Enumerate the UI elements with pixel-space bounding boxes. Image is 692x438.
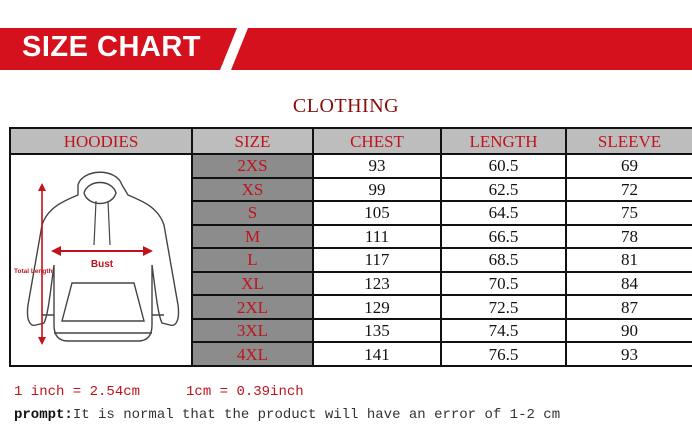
length-cell: 76.5 bbox=[441, 342, 566, 366]
size-cell: XS bbox=[192, 178, 313, 202]
length-cell: 72.5 bbox=[441, 295, 566, 319]
sleeve-cell: 84 bbox=[566, 272, 692, 296]
size-cell: 4XL bbox=[192, 342, 313, 366]
hoodie-illustration-cell bbox=[10, 154, 192, 366]
header-length: LENGTH bbox=[441, 128, 566, 154]
sleeve-cell: 72 bbox=[566, 178, 692, 202]
chest-cell: 123 bbox=[313, 272, 441, 296]
header-chest: CHEST bbox=[313, 128, 441, 154]
size-cell: 2XL bbox=[192, 295, 313, 319]
sleeve-cell: 81 bbox=[566, 248, 692, 272]
sleeve-cell: 69 bbox=[566, 154, 692, 178]
prompt-label: prompt: bbox=[14, 407, 73, 423]
hoodie-drawstring bbox=[94, 201, 110, 245]
conversion-notes bbox=[14, 384, 350, 400]
sleeve-cell: 93 bbox=[566, 342, 692, 366]
banner-title: SIZE CHART bbox=[22, 31, 201, 63]
sleeve-cell: 90 bbox=[566, 319, 692, 343]
chest-cell: 135 bbox=[313, 319, 441, 343]
size-cell: S bbox=[192, 201, 313, 225]
length-cell: 60.5 bbox=[441, 154, 566, 178]
size-cell: XL bbox=[192, 272, 313, 296]
chest-cell: 129 bbox=[313, 295, 441, 319]
chest-cell: 117 bbox=[313, 248, 441, 272]
hoodie-illustration bbox=[12, 155, 190, 360]
inch-conversion: 1 inch = 2.54cm bbox=[14, 384, 141, 400]
size-cell: M bbox=[192, 225, 313, 249]
header-size: SIZE bbox=[192, 128, 313, 154]
chest-cell: 111 bbox=[313, 225, 441, 249]
chest-cell: 93 bbox=[313, 154, 441, 178]
size-cell: L bbox=[192, 248, 313, 272]
header-sleeve: SLEEVE bbox=[566, 128, 692, 154]
length-cell: 68.5 bbox=[441, 248, 566, 272]
chest-cell: 141 bbox=[313, 342, 441, 366]
banner-right-band bbox=[231, 28, 692, 70]
prompt-text: It is normal that the product will have an error of 1-2 cm bbox=[72, 407, 561, 423]
section-title: CLOTHING bbox=[292, 95, 400, 117]
length-cell: 74.5 bbox=[441, 319, 566, 343]
chest-cell: 105 bbox=[313, 201, 441, 225]
prompt-note bbox=[14, 407, 560, 423]
size-cell: 2XS bbox=[192, 154, 313, 178]
sleeve-cell: 87 bbox=[566, 295, 692, 319]
total-length-label: Total Length bbox=[14, 268, 53, 275]
sleeve-cell: 78 bbox=[566, 225, 692, 249]
length-cell: 66.5 bbox=[441, 225, 566, 249]
length-cell: 62.5 bbox=[441, 178, 566, 202]
sleeve-cell: 75 bbox=[566, 201, 692, 225]
chest-cell: 99 bbox=[313, 178, 441, 202]
table-row bbox=[10, 154, 692, 178]
hoodie-outline bbox=[27, 172, 178, 341]
size-cell: 3XL bbox=[192, 319, 313, 343]
bust-label: Bust bbox=[90, 259, 114, 270]
table-header-row bbox=[10, 128, 692, 154]
size-table bbox=[9, 127, 692, 367]
length-cell: 70.5 bbox=[441, 272, 566, 296]
length-cell: 64.5 bbox=[441, 201, 566, 225]
header-hoodies: HOODIES bbox=[10, 128, 192, 154]
cm-conversion: 1cm = 0.39inch bbox=[186, 384, 304, 400]
